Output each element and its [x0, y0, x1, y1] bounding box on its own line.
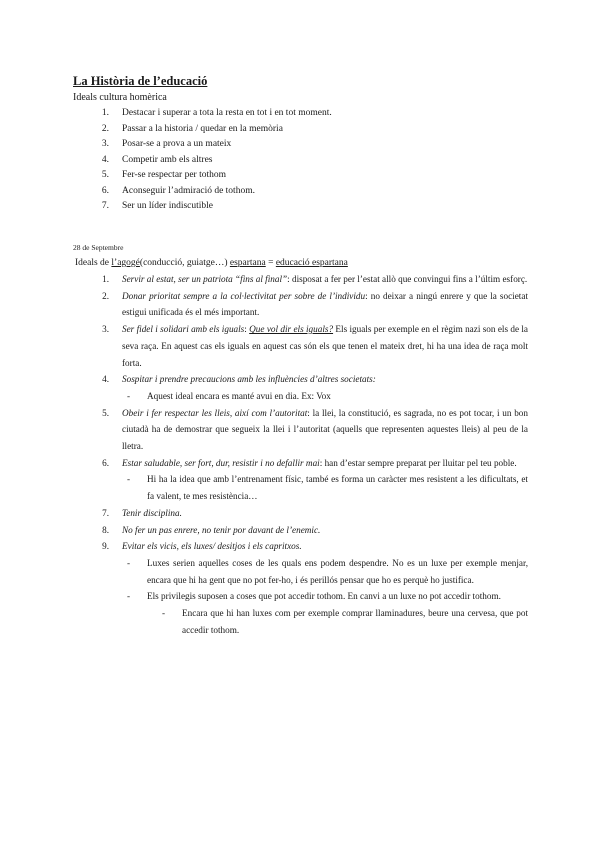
list-item — [73, 321, 528, 371]
sub-item-text: Aquest ideal encara es manté avui en dia. Ex: Vox — [147, 390, 331, 401]
item-text: Fer-se respectar per tothom — [122, 170, 227, 180]
item-text: Aconseguir l’admiració de tothom. — [122, 185, 255, 196]
item-number: 7. — [102, 507, 109, 518]
item-number: 9. — [102, 541, 109, 552]
item-rest: : no deixar a ningú enrere y que la societat estigui unificada és el més important. — [122, 290, 528, 318]
item-rest: : han d’estar sempre preparat per lluitar pel teu poble. — [319, 457, 517, 468]
item-rest: . — [318, 524, 321, 535]
item-rest: : la llei, la constitució, es sagrada, no es pot tocar, i un bon ciutadà ha de demostrar que segueix la llei i l’autoritat (aquells que representen aquestes lleis) al peu de la lletra. — [122, 407, 528, 452]
item-number: 4. — [102, 374, 109, 385]
dash-bullet: - — [127, 557, 131, 568]
homeric-ideals-list — [73, 106, 533, 215]
date-label: 28 de Septembre — [73, 243, 124, 252]
list-item — [73, 271, 528, 288]
item-rest: . — [299, 541, 302, 552]
item-lead: Obeir i fer respectar les lleis, així com l’autoritat — [122, 407, 308, 418]
sub-sub-item — [162, 605, 528, 638]
item-text: Posar-se a prova a un mateix — [122, 139, 232, 149]
item-text: Competir amb els altres — [122, 154, 213, 165]
item-text: Ser un líder indiscutible — [122, 201, 214, 211]
list-item — [73, 455, 528, 472]
sub-item-text: Els privilegis suposen a coses que pot accedir tothom. En canvi a un luxe no pot accedir tothom. — [147, 591, 501, 602]
item-number: 4. — [101, 154, 109, 165]
item-rest: Els iguals per exemple en el règim nazi son els de la seva raça. En aquest cas els iguals en aquest cas són els que tenen el mateix dret, hi ha una idea de raça molt forta. — [122, 324, 529, 368]
list-item — [73, 538, 528, 555]
item-lead: Ser fidel i solidari amb els iguals — [122, 324, 245, 335]
list-item — [73, 137, 533, 153]
sub-item-text: Luxes serien aquelles coses de les quals ens podem despendre. No es un luxe per exemple menjar, encara que hi ha gent que no pot fer-ho, i és perillós pensar que ho es perquè ho justifica. — [147, 557, 528, 585]
item-text: Destacar i superar a tota la resta en tot i en tot moment. — [122, 108, 332, 118]
item-number: 6. — [102, 457, 109, 468]
item-lead: Evitar els vicis, els luxes/ desitjos i els capritxos — [122, 541, 300, 552]
list-item — [73, 122, 533, 138]
dash-bullet: - — [162, 608, 166, 619]
list-item — [73, 184, 533, 200]
sub-item — [127, 555, 528, 588]
item-question: Que vol dir els iguals? — [249, 324, 334, 335]
ideals-prefix: Ideals de — [75, 258, 112, 268]
item-sep: : — [244, 324, 250, 335]
educacio-term: educació espartana — [275, 258, 348, 268]
item-rest: : — [372, 374, 376, 385]
espartana-term: espartana — [229, 258, 266, 268]
item-lead: Donar prioritat sempre a la col·lectivitat per sobre de l’individu — [122, 290, 366, 301]
dash-bullet: - — [127, 474, 131, 485]
item-text: Passar a la historia / quedar en la memòria — [122, 123, 283, 134]
sub-item-text: Hi ha la idea que amb l’entrenament físic, també es forma un caràcter mes resistent a les dificultats, et fa valent, te mes resistència… — [147, 474, 528, 502]
list-item — [73, 168, 533, 184]
sub-item — [127, 471, 528, 504]
item-lead: Servir al estat, ser un patriota “fins al final” — [122, 274, 288, 284]
item-number: 2. — [101, 123, 109, 134]
item-number: 2. — [102, 290, 109, 301]
dash-bullet: - — [127, 390, 131, 401]
equals-sign: = — [265, 258, 276, 268]
page-title: La Història de l’educació — [73, 74, 208, 88]
list-item — [73, 288, 528, 321]
list-item — [73, 505, 528, 522]
list-item — [73, 371, 528, 388]
item-number: 5. — [102, 407, 109, 418]
list-item — [73, 106, 533, 122]
sub-item-text: Encara que hi han luxes com per exemple comprar llaminadures, beure una cervesa, que pot accedir tothom. — [182, 608, 528, 635]
item-rest: . — [179, 507, 182, 518]
item-lead: Tenir disciplina — [122, 507, 180, 518]
agoge-term: l’agogé — [111, 258, 140, 268]
item-number: 8. — [102, 524, 109, 535]
item-number: 3. — [102, 324, 109, 335]
item-number: 1. — [102, 274, 109, 284]
item-number: 3. — [101, 139, 109, 149]
section1-heading: Ideals cultura homèrica — [73, 92, 167, 103]
item-lead: Estar saludable, ser fort, dur, resistir i no defallir mai — [122, 457, 320, 468]
dash-bullet: - — [127, 591, 131, 602]
item-number: 5. — [101, 170, 109, 180]
list-item — [73, 405, 528, 455]
item-lead: Sospitar i prendre precaucions amb les influències d’altres societats — [122, 374, 373, 385]
list-item — [73, 153, 533, 169]
spartan-ideals-list — [73, 271, 528, 638]
ideals-line — [75, 257, 348, 270]
sub-item — [127, 388, 528, 405]
item-rest: : disposat a fer per l’estat allò que convingui fins a l’últim esforç. — [287, 274, 528, 284]
agoge-paren: (conducció, guiatge…) — [139, 258, 230, 268]
list-item — [73, 522, 528, 539]
item-number: 1. — [101, 108, 109, 118]
sub-item — [127, 588, 528, 605]
item-lead: No fer un pas enrere, no tenir por davant de l’enemic — [122, 524, 319, 535]
item-number: 6. — [101, 185, 109, 196]
list-item — [73, 199, 533, 215]
item-number: 7. — [101, 201, 109, 211]
